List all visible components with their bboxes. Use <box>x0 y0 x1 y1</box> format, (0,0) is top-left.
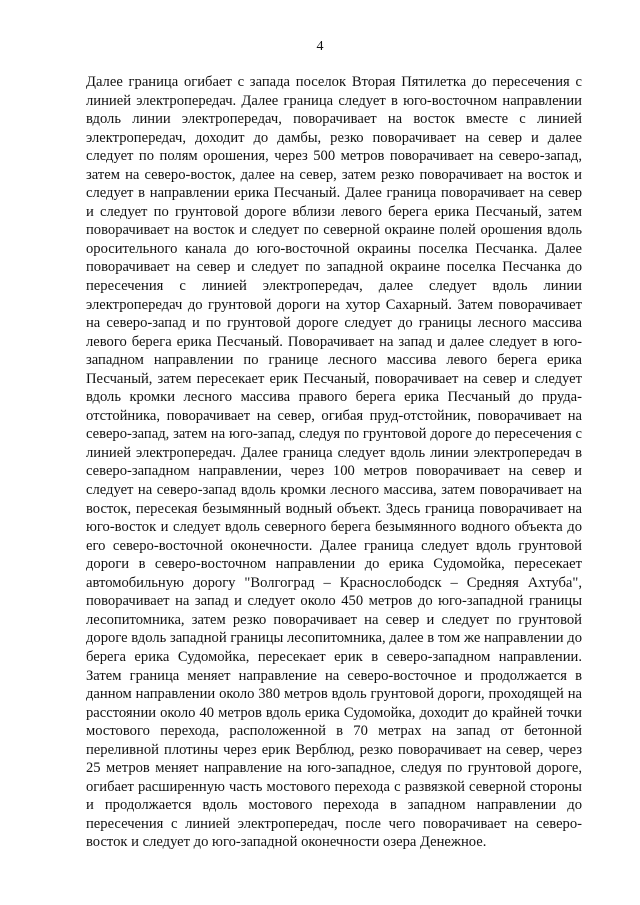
page-number: 4 <box>316 39 324 54</box>
body-paragraph: Далее граница огибает с запада поселок Вторая Пятилетка до пересечения с линией электропередач. Далее граница следует в юго-восточном направлении вдоль линии электропередач, поворачивает на восток вместе с линией электропередач, доходит до дамбы, резко поворачивает на север и далее следует по полям орошения, через 500 метров поворачивает на северо-запад, затем на северо-восток, далее на север, затем резко поворачивает на восток и следует в направлении ерика Песчаный. Далее граница поворачивает на север и следует по грунтовой дороге вблизи левого берега ерика Песчаный, затем поворачивает на восток и следует по северной окраине полей орошения вдоль оросительного канала до юго-восточной окраины поселка Песчанка. Далее поворачивает на север и следует по западной окраине поселка Песчанка до пересечения с линией электропередач, далее следует вдоль линии электропередач до грунтовой дороги на хутор Сахарный. Затем поворачивает на северо-запад и по грунтовой дороге следует до границы лесного массива левого берега ерика Песчаный. Поворачивает на запад и далее следует в юго-западном направлении по границе лесного массива левого берега ерика Песчаный, затем пересекает ерик Песчаный, поворачивает на север и следует вдоль кромки лесного массива правого берега ерика Песчаный до пруда-отстойника, поворачивает на север, огибая пруд-отстойник, поворачивает на северо-запад, затем на юго-запад, следуя по грунтовой дороге до пересечения с линией электропередач. Далее граница следует вдоль линии электропередач в северо-западном направлении, через 100 метров поворачивает на север и следует на северо-запад вдоль кромки лесного массива, затем поворачивает на восток, пересекая безымянный водный объект. Здесь граница поворачивает на юго-восток и следует вдоль северного берега безымянного водного объекта до его северо-восточной оконечности. Далее граница следует вдоль грунтовой дороги в северо-восточном направлении до ерика Судомойка, пересекает автомобильную дорогу "Волгоград – Краснослободск – Средняя Ахтуба", поворачивает на запад и следует около 450 метров до юго-западной границы лесопитомника, затем резко поворачивает на север и следует по грунтовой дороге вдоль западной границы лесопитомника, далее в том же направлении до берега ерика Судомойка, пересекает ерик в северо-западном направлении. Затем граница меняет направление на северо-восточное и продолжается в данном направлении около 380 метров вдоль грунтовой дороги, проходящей на расстоянии около 40 метров вдоль ерика Судомойка, доходит до крайней точки мостового перехода, расположенной в 70 метрах на запад от бетонной переливной плотины через ерик Верблюд, резко поворачивает на север, через 25 метров меняет направление на юго-западное, следуя по грунтовой дороге, огибает расширенную часть мостового перехода с развязкой северной стороны и продолжается вдоль мостового перехода в западном направлении до пересечения с линией электропередач, после чего поворачивает на северо-восток и следует до юго-западной оконечности озера Денежное. <box>86 74 582 851</box>
